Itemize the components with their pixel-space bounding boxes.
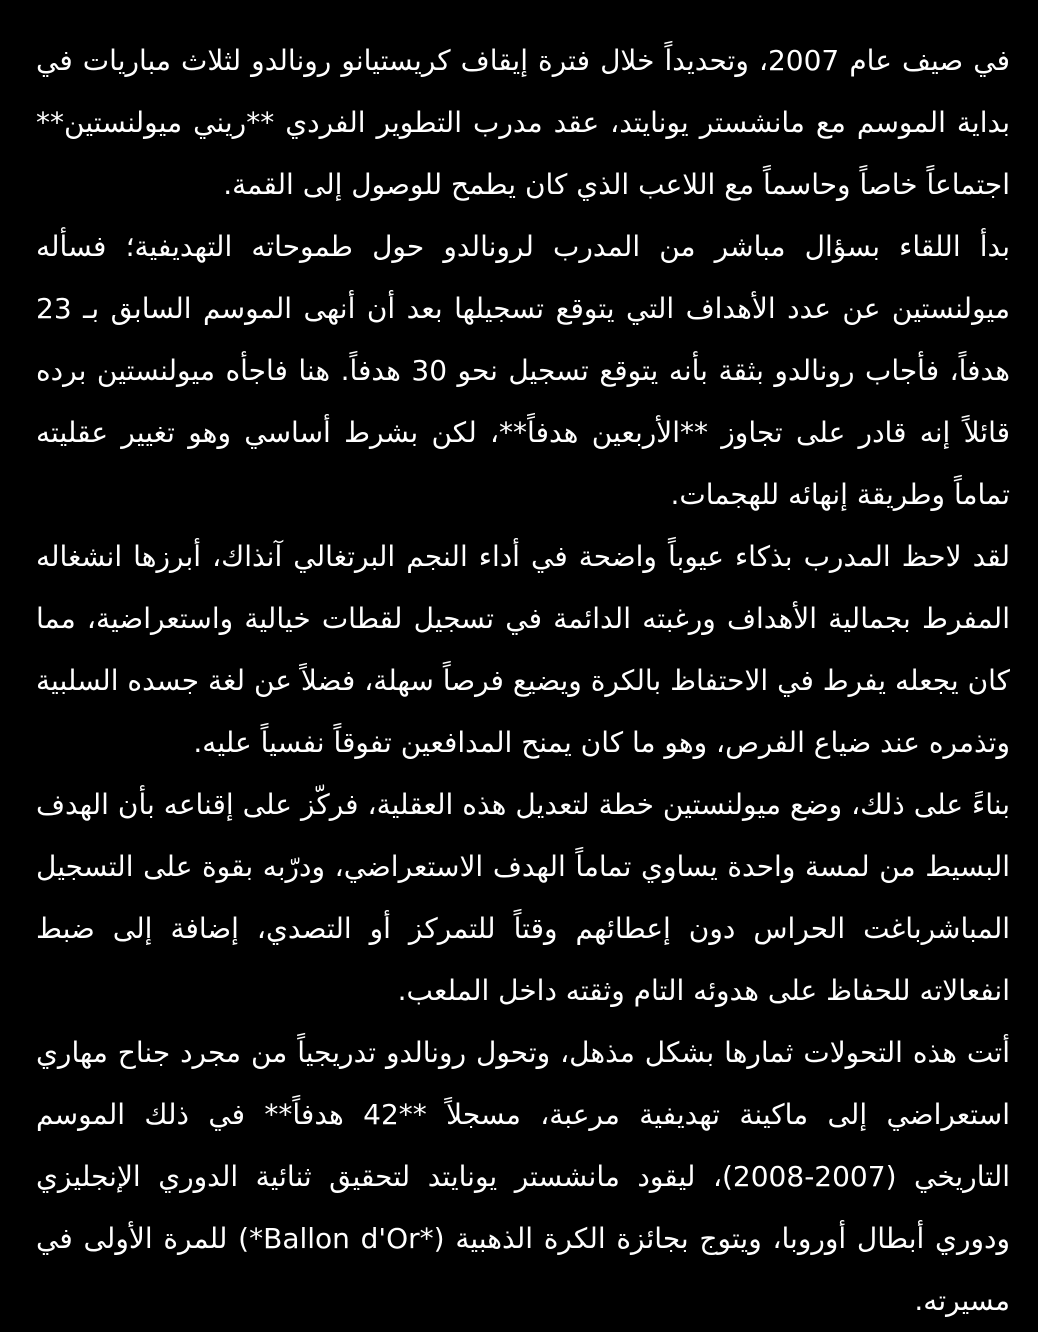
article-body [36,30,1010,1332]
paragraph-4: بناءً على ذلك، وضع ميولنستين خطة لتعديل هذه العقلية، فركّز على إقناعه بأن الهدف البسيط من لمسة واحدة يساوي تماماً الهدف الاستعراضي، ودرّبه بقوة على التسجيل المباشرباغت الحراس دون إعطائهم وقتاً للتمركز أو التصدي، إضافة إلى ضبط انفعالاته للحفاظ على هدوئه التام وثقته داخل الملعب. [36,788,1010,1007]
paragraph-2: بدأ اللقاء بسؤال مباشر من المدرب لرونالدو حول طموحاته التهديفية؛ فسأله ميولنستين عن عدد الأهداف التي يتوقع تسجيلها بعد أن أنهى الموسم السابق بـ 23 هدفاً، فأجاب رونالدو بثقة بأنه يتوقع تسجيل نحو 30 هدفاً. هنا فاجأه ميولنستين برده قائلاً إنه قادر على تجاوز **الأربعين هدفاً**، لكن بشرط أساسي وهو تغيير عقليته تماماً وطريقة إنهائه للهجمات. [36,230,1010,511]
paragraph-3: لقد لاحظ المدرب بذكاء عيوباً واضحة في أداء النجم البرتغالي آنذاك، أبرزها انشغاله المفرط بجمالية الأهداف ورغبته الدائمة في تسجيل لقطات خيالية واستعراضية، مما كان يجعله يفرط في الاحتفاظ بالكرة ويضيع فرصاً سهلة، فضلاً عن لغة جسده السلبية وتذمره عند ضياع الفرص، وهو ما كان يمنح المدافعين تفوقاً نفسياً عليه. [36,540,1010,759]
paragraph-1: في صيف عام 2007، وتحديداً خلال فترة إيقاف كريستيانو رونالدو لثلاث مباريات في بداية الموسم مع مانشستر يونايتد، عقد مدرب التطوير الفردي **ريني ميولنستين** اجتماعاً خاصاً وحاسماً مع اللاعب الذي كان يطمح للوصول إلى القمة. [36,44,1010,201]
paragraph-5: أتت هذه التحولات ثمارها بشكل مذهل، وتحول رونالدو تدريجياً من مجرد جناح مهاري استعراضي إلى ماكينة تهديفية مرعبة، مسجلاً **42 هدفاً** في ذلك الموسم التاريخي (2007-2008)، ليقود مانشستر يونايتد لتحقيق ثنائية الدوري الإنجليزي ودوري أبطال أوروبا، ويتوج بجائزة الكرة الذهبية (*Ballon d'Or*) للمرة الأولى في مسيرته. [36,1036,1010,1317]
